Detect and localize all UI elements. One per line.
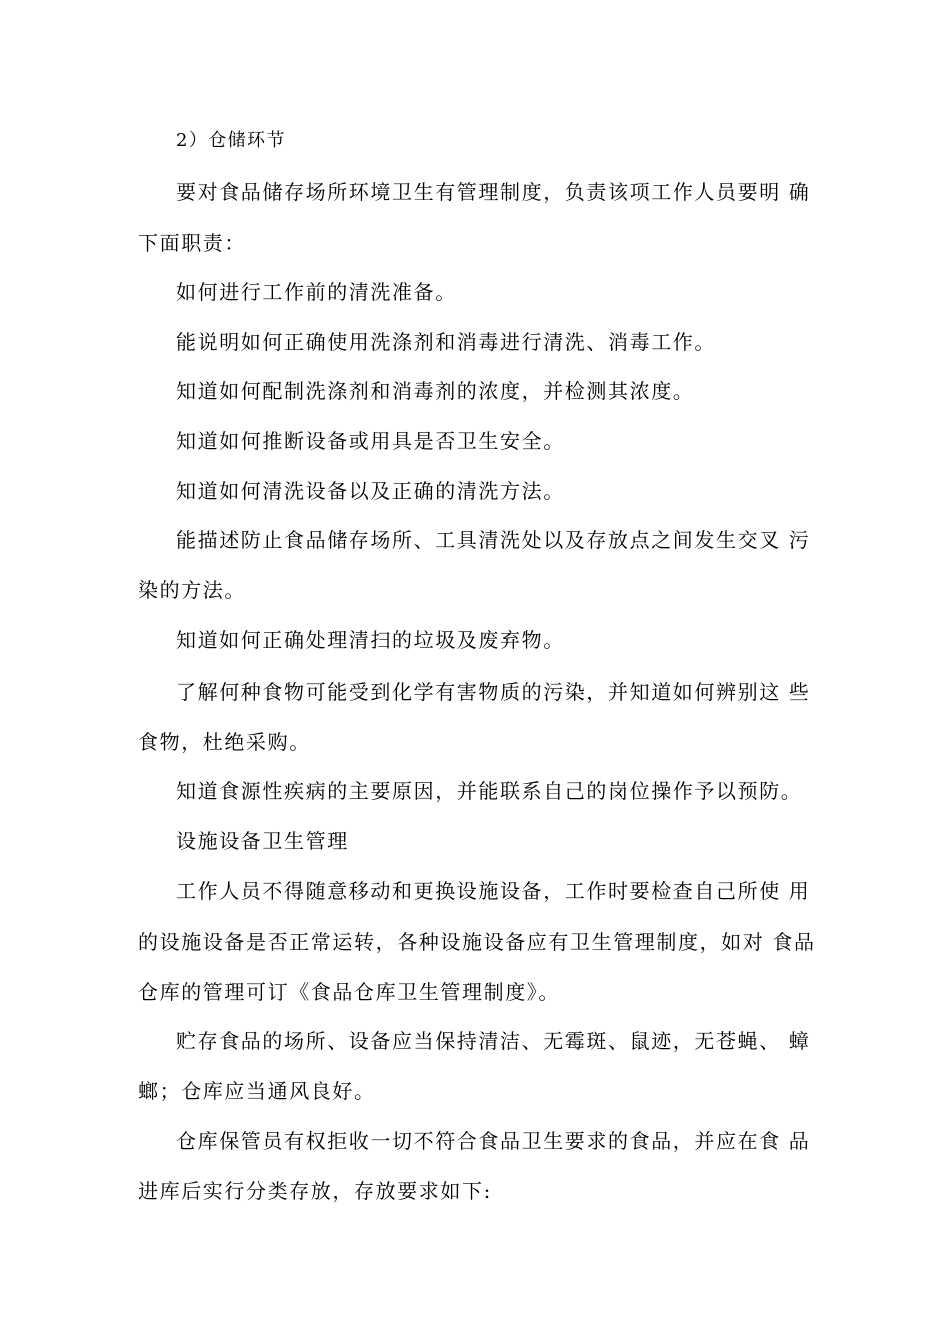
paragraph-line: 染的方法。 <box>138 578 246 602</box>
section-heading-storage: 2）仓储环节 <box>176 130 286 151</box>
paragraph-line: 螂；仓库应当通风良好。 <box>138 1079 376 1103</box>
paragraph-line: 的设施设备是否正常运转，各种设施设备应有卫生管理制度，如对 食品 <box>138 930 816 954</box>
paragraph-line: 如何进行工作前的清洗准备。 <box>176 280 457 304</box>
section-heading-facilities: 设施设备卫生管理 <box>176 829 349 853</box>
paragraph-line: 知道如何推断设备或用具是否卫生安全。 <box>176 429 565 453</box>
paragraph-line: 下面职责： <box>138 231 246 255</box>
paragraph-line: 食物，杜绝采购。 <box>138 730 311 754</box>
paragraph-line: 知道如何配制洗涤剂和消毒剂的浓度，并检测其浓度。 <box>176 379 695 403</box>
paragraph-line: 能说明如何正确使用洗涤剂和消毒进行清洗、消毒工作。 <box>176 330 716 354</box>
paragraph-line: 知道食源性疾病的主要原因，并能联系自己的岗位操作予以预防。 <box>176 779 803 803</box>
paragraph-line: 知道如何正确处理清扫的垃圾及废弃物。 <box>176 628 565 652</box>
paragraph-line: 了解何种食物可能受到化学有害物质的污染，并知道如何辨别这 些 <box>176 680 811 704</box>
paragraph-line: 知道如何清洗设备以及正确的清洗方法。 <box>176 479 565 503</box>
paragraph-line: 要对食品储存场所环境卫生有管理制度，负责该项工作人员要明 确 <box>176 180 811 204</box>
paragraph-line: 贮存食品的场所、设备应当保持清洁、无霉斑、鼠迹，无苍蝇、 蟑 <box>176 1029 811 1053</box>
paragraph-line: 仓库保管员有权拒收一切不符合食品卫生要求的食品，并应在食 品 <box>176 1129 811 1153</box>
paragraph-line: 仓库的管理可订《食品仓库卫生管理制度》。 <box>138 980 560 1004</box>
paragraph-line: 能描述防止食品储存场所、工具清洗处以及存放点之间发生交叉 污 <box>176 528 811 552</box>
paragraph-line: 进库后实行分类存放，存放要求如下: <box>138 1179 492 1203</box>
paragraph-line: 工作人员不得随意移动和更换设施设备，工作时要检查自己所使 用 <box>176 879 811 903</box>
